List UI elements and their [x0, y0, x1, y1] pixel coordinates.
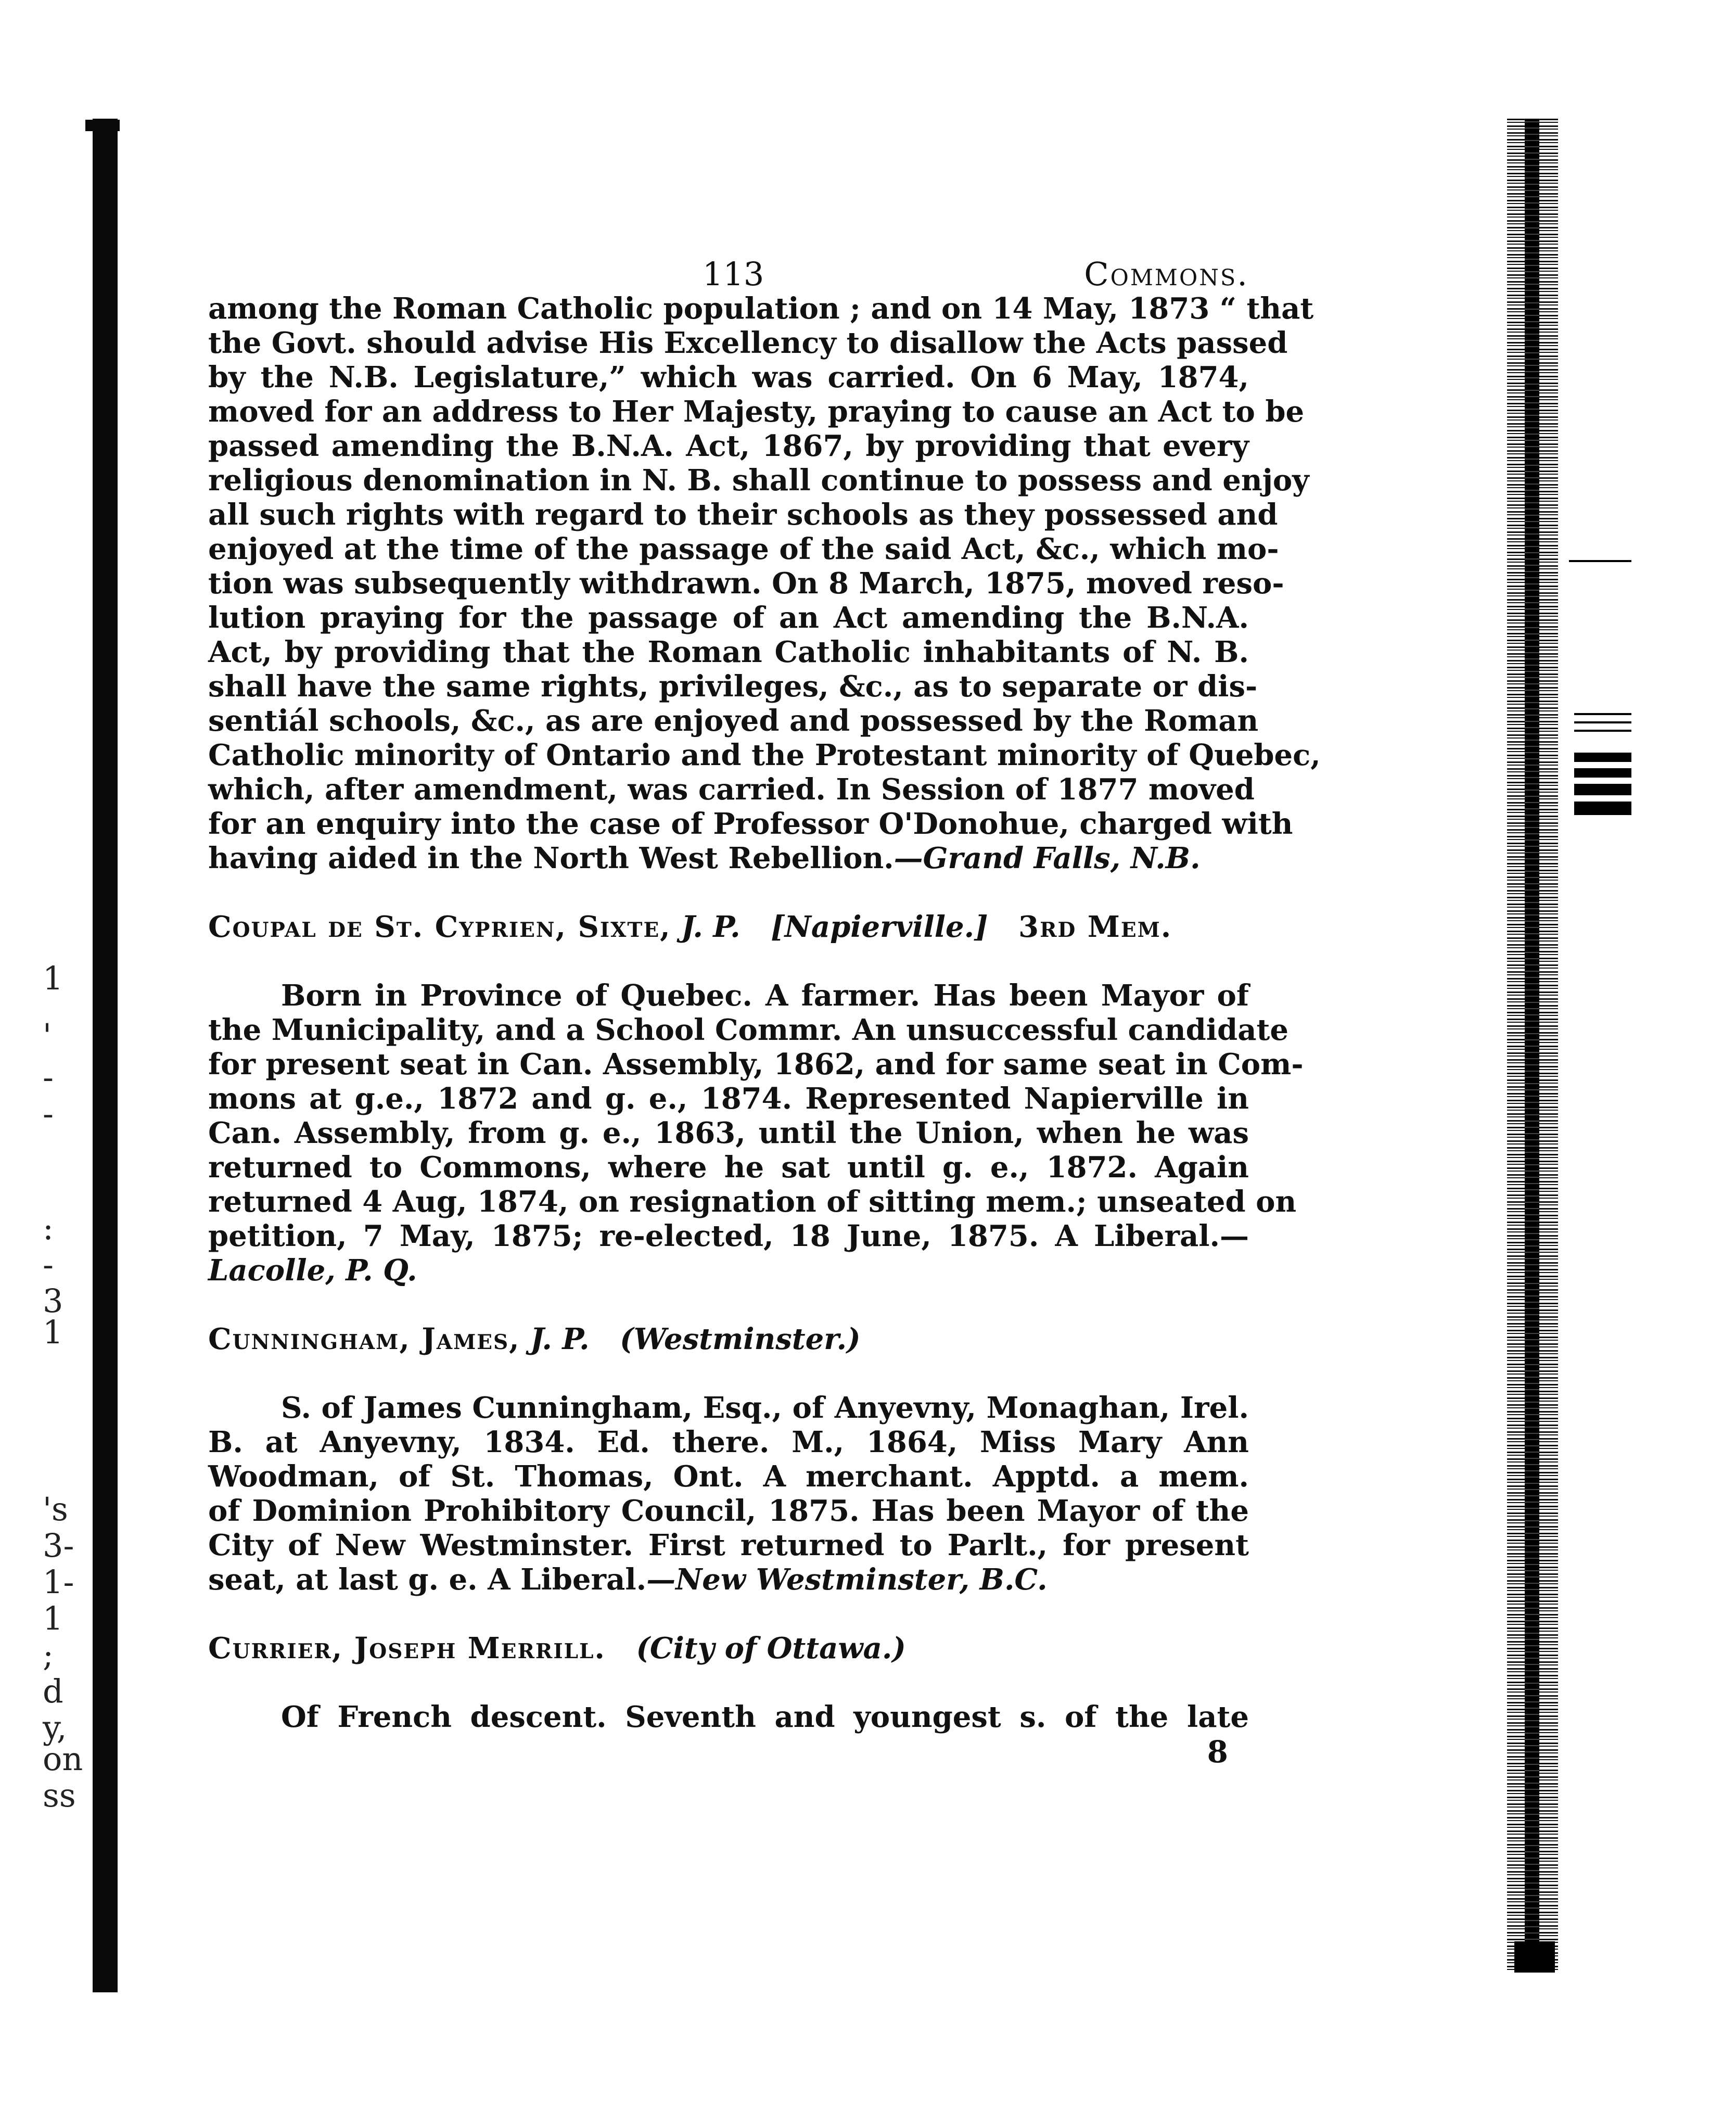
text-line: shall have the same rights, privileges, &c., as to separate or dis-: [208, 669, 1258, 704]
continuation-paragraph: [208, 291, 1321, 875]
registration-marks: [1574, 713, 1631, 821]
text-line: returned to Commons, where he sat until g. e., 1872. Again: [208, 1150, 1249, 1185]
entry-paragraph: [208, 1391, 1249, 1597]
margin-fragment: 1: [43, 1313, 63, 1351]
member-name: Cunningham, James,: [208, 1322, 520, 1356]
text-line: [208, 1562, 1249, 1597]
text-line: religious denomination in N. B. shall continue to possess and enjoy: [208, 463, 1309, 498]
margin-fragment: -: [43, 1095, 54, 1133]
text-line: Woodman, of St. Thomas, Ont. A merchant. Apptd. a mem.: [208, 1459, 1249, 1494]
entry-paragraph: [208, 1700, 1249, 1734]
margin-fragment: on: [43, 1740, 83, 1778]
text-line: by the N.B. Legislature,” which was carried. On 6 May, 1874,: [208, 360, 1249, 395]
text-line: the Govt. should advise His Excellency to disallow the Acts passed: [208, 326, 1288, 360]
location-text: —New Westminster, B.C.: [646, 1562, 1048, 1597]
signature-mark: 8: [1207, 1734, 1228, 1770]
location-text: Lacolle, P. Q.: [208, 1253, 417, 1288]
text-line: Of French descent. Seventh and youngest s. of the late: [281, 1700, 1249, 1734]
member-note: 3rd Mem.: [1018, 910, 1172, 944]
page-header: [208, 229, 1249, 291]
book-page: [208, 229, 1321, 1776]
text-line: enjoyed at the time of the passage of the said Act, &c., which mo-: [208, 532, 1279, 566]
entry-heading: [208, 1322, 1249, 1356]
text-line: Act, by providing that the Roman Catholic inhabitants of N. B.: [208, 635, 1249, 669]
margin-fragment: -: [43, 1058, 54, 1096]
page-number: 113: [703, 255, 764, 293]
text-line: for present seat in Can. Assembly, 1862, and for same seat in Com-: [208, 1047, 1304, 1082]
margin-fragment: ': [43, 1016, 52, 1054]
text-line: among the Roman Catholic population ; and on 14 May, 1873 “ that: [208, 291, 1314, 326]
riding: (City of Ottawa.): [636, 1631, 906, 1665]
entry-heading: [208, 910, 1249, 944]
text-line: passed amending the B.N.A. Act, 1867, by providing that every: [208, 429, 1249, 463]
margin-fragment: -: [43, 1245, 54, 1283]
text-line: tion was subsequently withdrawn. On 8 March, 1875, moved reso-: [208, 566, 1284, 601]
text-line: City of New Westminster. First returned to Parlt., for present: [208, 1528, 1249, 1562]
text-line: S. of James Cunningham, Esq., of Anyevny, Monaghan, Irel.: [281, 1391, 1249, 1425]
text-line: returned 4 Aug, 1874, on resignation of sitting mem.; unseated on: [208, 1185, 1297, 1219]
margin-fragment: ;: [43, 1636, 54, 1674]
location-text: —Grand Falls, N.B.: [893, 841, 1201, 875]
member-name: Coupal de St. Cyprien, Sixte,: [208, 910, 671, 944]
margin-fragment: d: [43, 1672, 63, 1710]
page-footer: [208, 1734, 1249, 1776]
member-name: Currier, Joseph Merrill.: [208, 1631, 606, 1665]
scan-edge-block: [1514, 1941, 1555, 1973]
text-line: petition, 7 May, 1875; re-elected, 18 June, 1875. A Liberal.—: [208, 1219, 1249, 1253]
margin-fragment: :: [43, 1209, 54, 1247]
riding: (Westminster.): [620, 1322, 861, 1356]
text-line: Can. Assembly, from g. e., 1863, until the Union, when he was: [208, 1116, 1249, 1150]
margin-fragment: y,: [43, 1709, 67, 1747]
member-title: J. P.: [530, 1322, 590, 1356]
text-line: of Dominion Prohibitory Council, 1875. Has been Mayor of the: [208, 1494, 1249, 1528]
text-line: sentiál schools, &c., as are enjoyed and possessed by the Roman: [208, 704, 1259, 738]
entry-heading: [208, 1631, 1249, 1665]
margin-fragment: 1: [43, 1599, 63, 1637]
text-line: which, after amendment, was carried. In Session of 1877 moved: [208, 772, 1255, 807]
text-line: [208, 841, 1249, 875]
registration-mark: [1569, 560, 1631, 562]
scan-edge-strip: [1507, 119, 1558, 1972]
text-line: for an enquiry into the case of Professor O'Donohue, charged with: [208, 807, 1293, 841]
margin-fragment: 3-: [43, 1527, 74, 1565]
margin-fragment: 3: [43, 1282, 63, 1320]
text-line-body: having aided in the North West Rebellion.: [208, 841, 894, 875]
member-title: J. P.: [681, 910, 741, 944]
text-line: moved for an address to Her Majesty, praying to cause an Act to be: [208, 395, 1305, 429]
text-line: all such rights with regard to their schools as they possessed and: [208, 498, 1278, 532]
text-line: mons at g.e., 1872 and g. e., 1874. Represented Napierville in: [208, 1082, 1249, 1116]
riding: [Napierville.]: [771, 910, 988, 944]
entry-paragraph: [208, 978, 1304, 1288]
margin-fragment: 1: [43, 959, 63, 997]
margin-fragment: ss: [43, 1776, 76, 1814]
margin-fragment: 1-: [43, 1563, 74, 1601]
text-line: the Municipality, and a School Commr. An unsuccessful candidate: [208, 1013, 1288, 1047]
binding-edge-bar: [93, 119, 118, 1992]
text-line: Born in Province of Quebec. A farmer. Has been Mayor of: [281, 978, 1249, 1013]
running-head: Commons.: [1084, 255, 1249, 293]
margin-fragment: 's: [43, 1490, 68, 1528]
text-line-body: seat, at last g. e. A Liberal.: [208, 1562, 647, 1597]
text-line: B. at Anyevny, 1834. Ed. there. M., 1864, Miss Mary Ann: [208, 1425, 1249, 1459]
text-line: Catholic minority of Ontario and the Protestant minority of Quebec,: [208, 738, 1321, 772]
text-line: lution praying for the passage of an Act amending the B.N.A.: [208, 601, 1249, 635]
